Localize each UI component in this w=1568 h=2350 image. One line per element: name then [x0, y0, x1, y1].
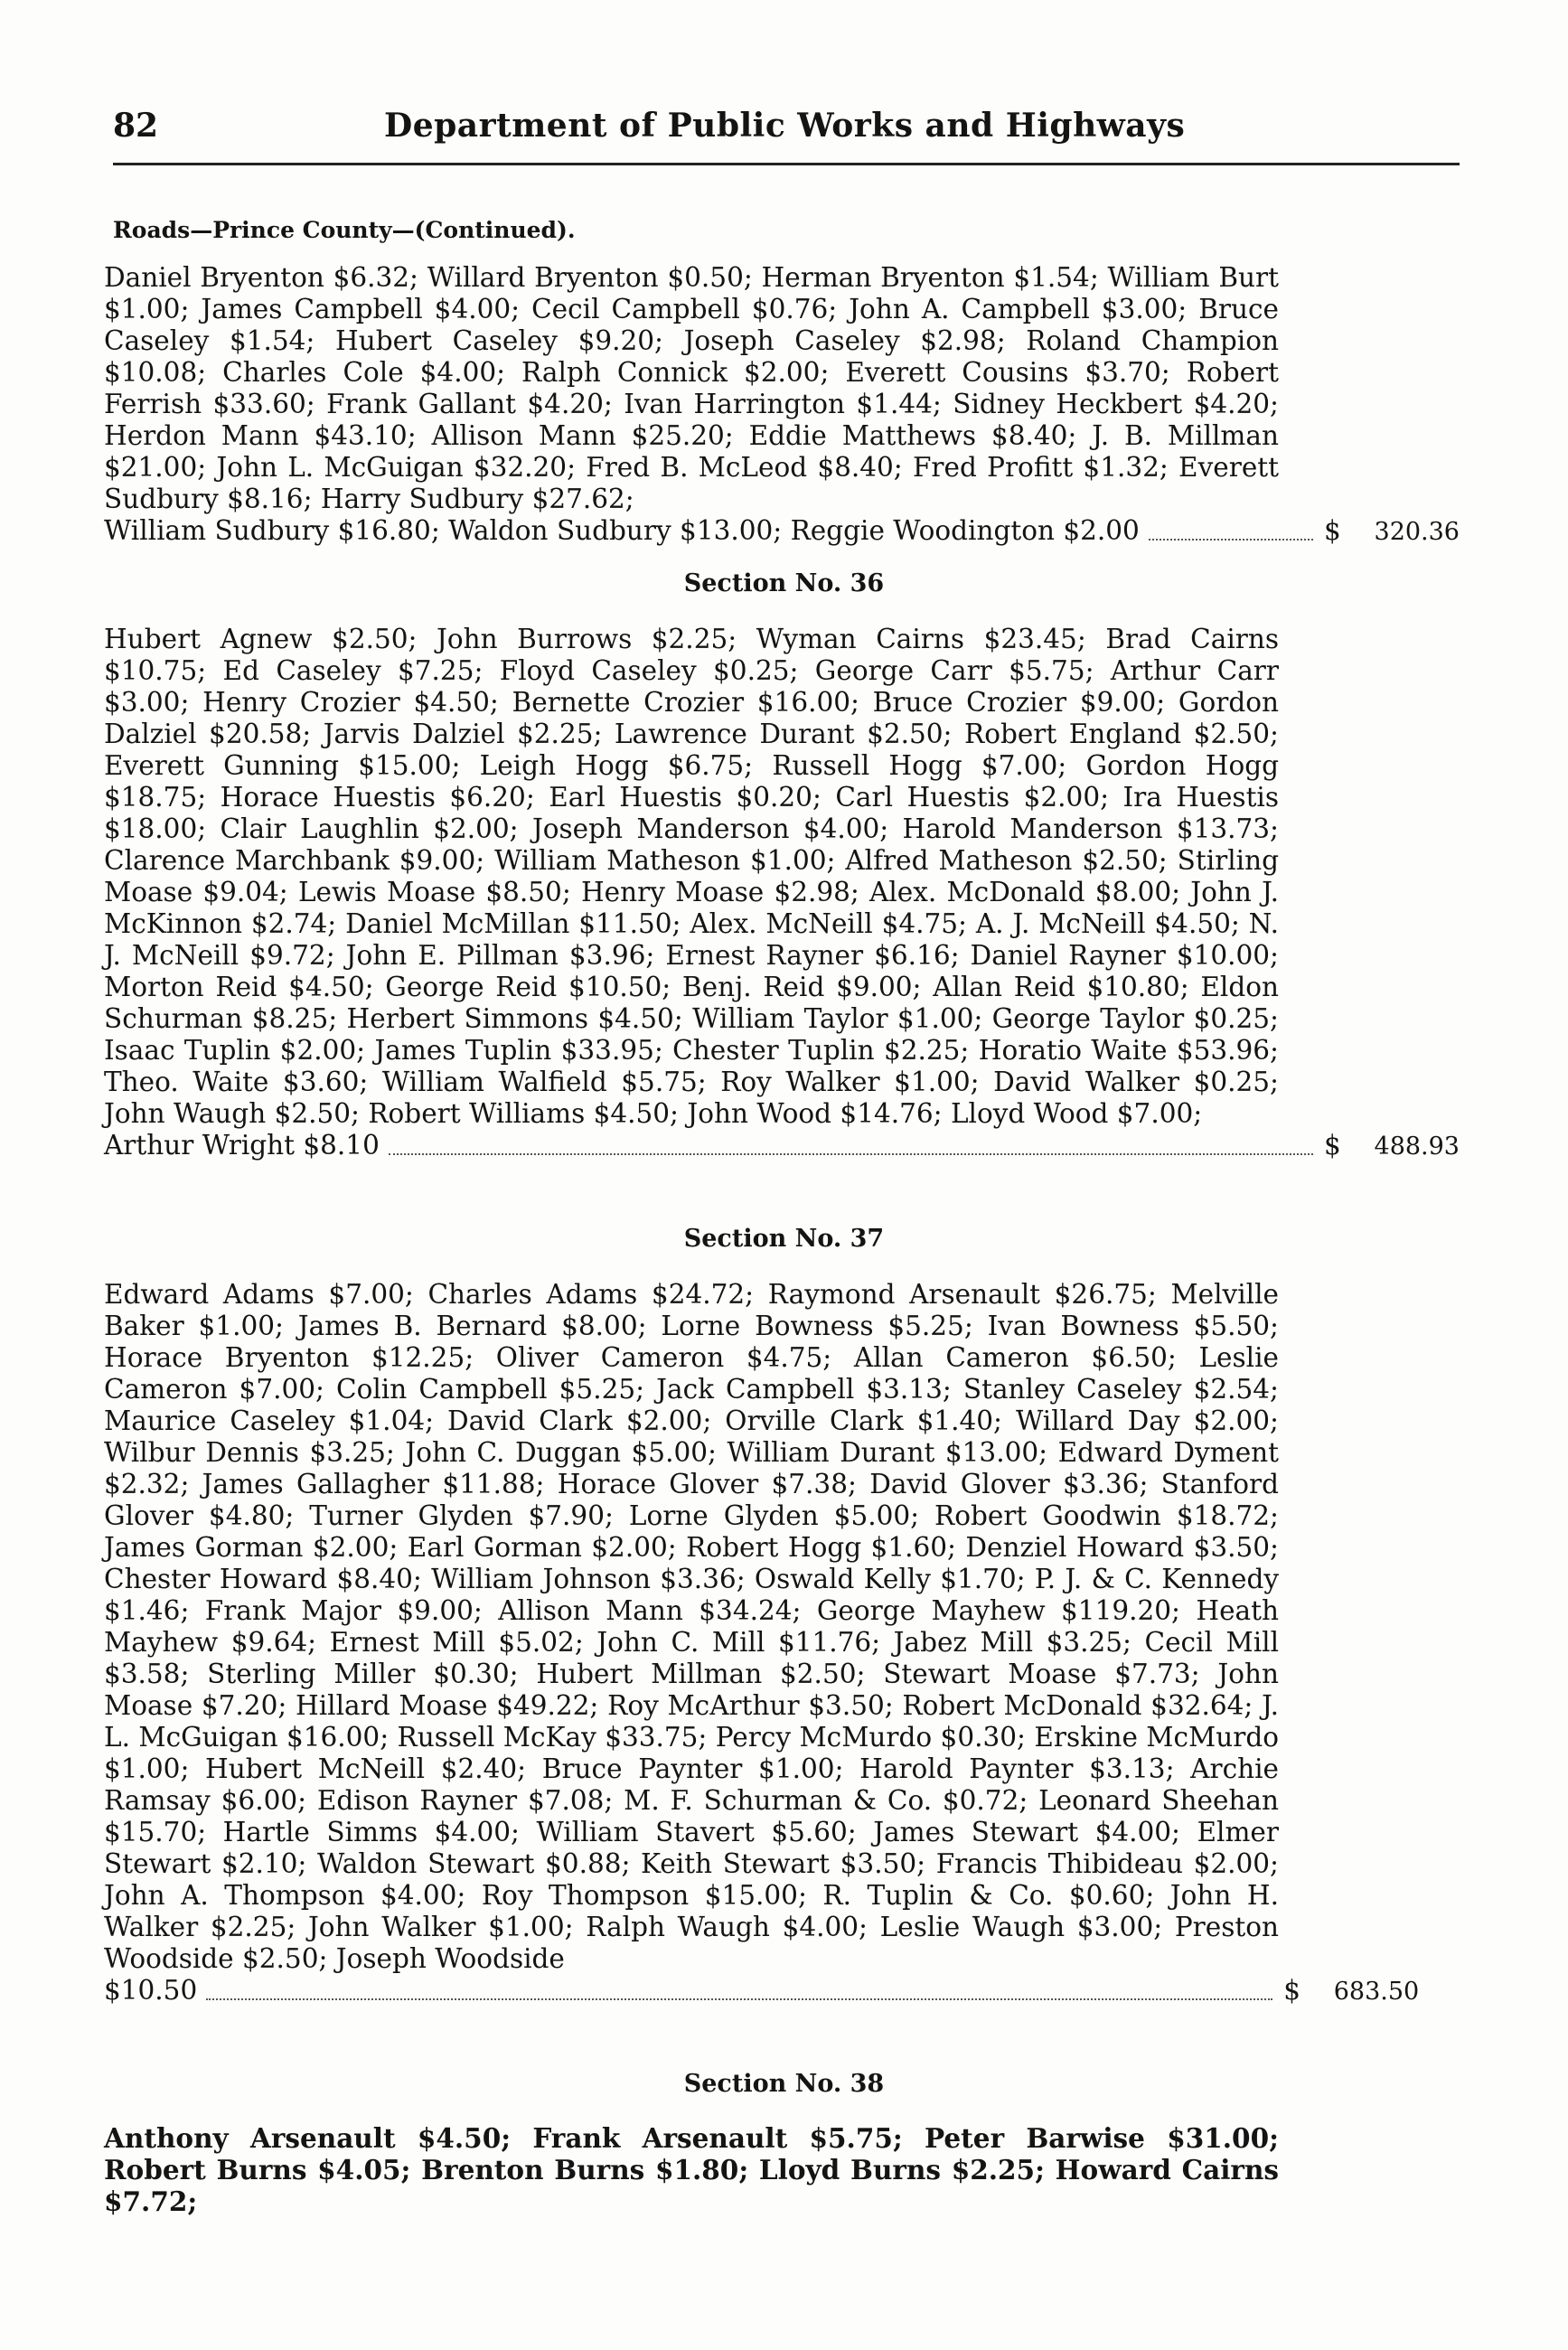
section-total: 320.36 [1374, 518, 1460, 546]
section-36-entries [104, 624, 1460, 1162]
page-number: 82 [113, 107, 159, 145]
entry-last-line: William Sudbury $16.80; Waldon Sudbury $13.00; Reggie Woodington $2.00 [104, 515, 1140, 546]
section-heading: Section No. 37 [683, 1225, 885, 1253]
section-heading: Section No. 36 [683, 569, 885, 597]
total-row [104, 515, 1460, 548]
section-total: 488.93 [1374, 1133, 1460, 1161]
entry-body: Hubert Agnew $2.50; John Burrows $2.25; Wyman Cairns $23.45; Brad Cairns $10.75; Ed Caseley $7.25; Floyd Caseley $0.25; George Carr $5.75; Arthur Carr $3.00; Henry Crozier $4.50; Bernette Crozier $16.00; Bruce Crozier $9.00; Gordon Dalziel $20.58; Jarvis Dalziel $2.25; Lawrence Durant $2.50; Robert England $2.50; Everett Gunning $15.00; Leigh Hogg $6.75; Russell Hogg $7.00; Gordon Hogg $18.75; Horace Huestis $6.20; Earl Huestis $0.20; Carl Huestis $2.00; Ira Huestis $18.00; Clair Laughlin $2.00; Joseph Manderson $4.00; Harold Manderson $13.73; Clarence Marchbank $9.00; William Matheson $1.00; Alfred Matheson $2.50; Stirling Moase $9.04; Lewis Moase $8.50; Henry Moase $2.98; Alex. McDonald $8.00; John J. McKinnon $2.74; Daniel McMillan $11.50; Alex. McNeill $4.75; A. J. McNeill $4.50; N. J. McNeill $9.72; John E. Pillman $3.96; Ernest Rayner $6.16; Daniel Rayner $10.00; Morton Reid $4.50; George Reid $10.50; Benj. Reid $9.00; Allan Reid $10.80; Eldon Schurman $8.25; Herbert Simmons $4.50; William Taylor $1.00; George Taylor $0.25; Isaac Tuplin $2.00; James Tuplin $33.95; Chester Tuplin $2.25; Horatio Waite $53.96; Theo. Waite $3.60; William Walfield $5.75; Roy Walker $1.00; David Walker $0.25; John Waugh $2.50; Robert Williams $4.50; John Wood $14.76; Lloyd Wood $7.00; [104, 624, 1279, 1129]
section-total: 683.50 [1333, 1978, 1420, 2006]
total-row [104, 1130, 1460, 1162]
dot-leader [1149, 539, 1313, 540]
continued-entries [104, 262, 1460, 548]
section-38-entries [104, 2122, 1460, 2217]
continued-heading: Roads—Prince County—(Continued). [113, 217, 576, 243]
dot-leader [206, 1998, 1272, 2000]
section-37-entries [104, 1279, 1460, 2007]
entry-body: Daniel Bryenton $6.32; Willard Bryenton $0.50; Herman Bryenton $1.54; William Burt $1.00; James Campbell $4.00; Cecil Campbell $0.76; John A. Campbell $3.00; Bruce Caseley $1.54; Hubert Caseley $9.20; Joseph Caseley $2.98; Roland Champion $10.08; Charles Cole $4.00; Ralph Connick $2.00; Everett Cousins $3.70; Robert Ferrish $33.60; Frank Gallant $4.20; Ivan Harrington $1.44; Sidney Heckbert $4.20; Herdon Mann $43.10; Allison Mann $25.20; Eddie Matthews $8.40; J. B. Millman $21.00; John L. McGuigan $32.20; Fred B. McLeod $8.40; Fred Profitt $1.32; Everett Sudbury $8.16; Harry Sudbury $27.62; [104, 262, 1279, 514]
header-rule [113, 163, 1460, 165]
dollar-sign: $ [1324, 1130, 1341, 1161]
running-title: Department of Public Works and Highways [384, 107, 1186, 145]
entry-body: Edward Adams $7.00; Charles Adams $24.72; Raymond Arsenault $26.75; Melville Baker $1.00; James B. Bernard $8.00; Lorne Bowness $5.25; Ivan Bowness $5.50; Horace Bryenton $12.25; Oliver Cameron $4.75; Allan Cameron $6.50; Leslie Cameron $7.00; Colin Campbell $5.25; Jack Campbell $3.13; Stanley Caseley $2.54; Maurice Caseley $1.04; David Clark $2.00; Orville Clark $1.40; Willard Day $2.00; Wilbur Dennis $3.25; John C. Duggan $5.00; William Durant $13.00; Edward Dyment $2.32; James Gallagher $11.88; Horace Glover $7.38; David Glover $3.36; Stanford Glover $4.80; Turner Glyden $7.90; Lorne Glyden $5.00; Robert Goodwin $18.72; James Gorman $2.00; Earl Gorman $2.00; Robert Hogg $1.60; Denziel Howard $3.50; Chester Howard $8.40; William Johnson $3.36; Oswald Kelly $1.70; P. J. & C. Kennedy $1.46; Frank Major $9.00; Allison Mann $34.24; George Mayhew $119.20; Heath Mayhew $9.64; Ernest Mill $5.02; John C. Mill $11.76; Jabez Mill $3.25; Cecil Mill $3.58; Sterling Miller $0.30; Hubert Millman $2.50; Stewart Moase $7.73; John Moase $7.20; Hillard Moase $49.22; Roy McArthur $3.50; Robert McDonald $32.64; J. L. McGuigan $16.00; Russell McKay $33.75; Percy McMurdo $0.30; Erskine McMurdo $1.00; Hubert McNeill $2.40; Bruce Paynter $1.00; Harold Paynter $3.13; Archie Ramsay $6.00; Edison Rayner $7.08; M. F. Schurman & Co. $0.72; Leonard Sheehan $15.70; Hartle Simms $4.00; William Stavert $5.60; James Stewart $4.00; Elmer Stewart $2.10; Waldon Stewart $0.88; Keith Stewart $3.50; Francis Thibideau $2.00; John A. Thompson $4.00; Roy Thompson $15.00; R. Tuplin & Co. $0.60; John H. Walker $2.25; John Walker $1.00; Ralph Waugh $4.00; Leslie Waugh $3.00; Preston Woodside $2.50; Joseph Woodside [104, 1279, 1279, 1974]
entry-last-line: Arthur Wright $8.10 [104, 1130, 380, 1161]
section-heading: Section No. 38 [683, 2070, 885, 2098]
dollar-sign: $ [1283, 1975, 1301, 2006]
entry-body: Anthony Arsenault $4.50; Frank Arsenault $5.75; Peter Barwise $31.00; Robert Burns $4.05; Brenton Burns $1.80; Lloyd Burns $2.25; Howard Cairns $7.72; [104, 2122, 1279, 2217]
page-header [113, 107, 1460, 145]
dot-leader [389, 1153, 1313, 1155]
dollar-sign: $ [1324, 515, 1341, 546]
entry-last-line: $10.50 [104, 1975, 198, 2006]
total-row [104, 1975, 1460, 2007]
